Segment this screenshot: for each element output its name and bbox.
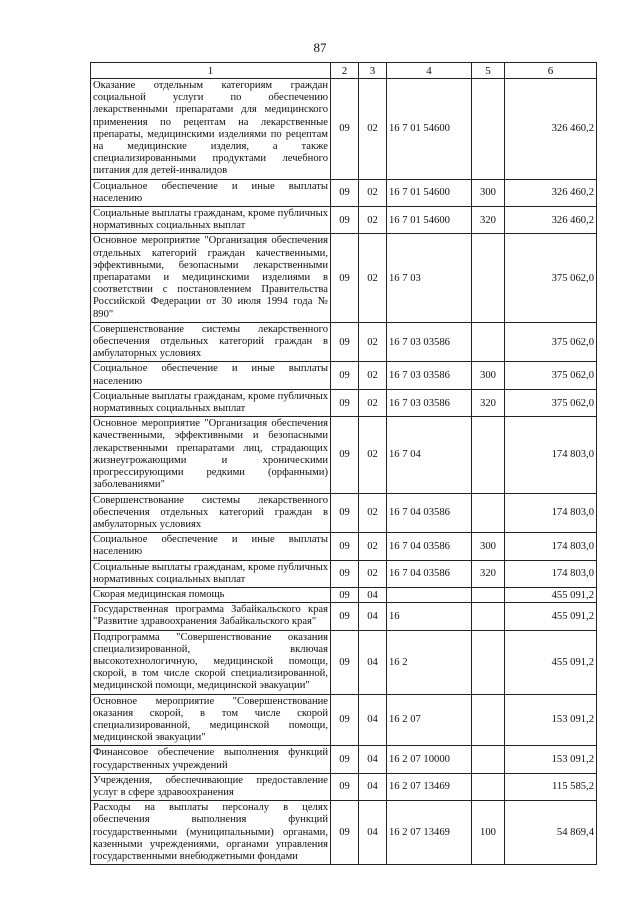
section-code: 09 [331, 389, 359, 416]
subsection-code: 02 [359, 362, 387, 389]
target-article-code: 16 2 07 10000 [387, 746, 472, 773]
row-name: Основное мероприятие "Организация обеспечения качественными, эффективными и безопасными лекарственными препаратами лиц, страдающих жизнеугрожающими и хроническими прогрессирующими редкими (орфанными) заболеваниями" [91, 417, 331, 493]
section-code: 09 [331, 587, 359, 602]
target-article-code: 16 7 04 03586 [387, 493, 472, 533]
subsection-code: 02 [359, 179, 387, 206]
subsection-code: 04 [359, 694, 387, 746]
amount: 455 091,2 [505, 603, 597, 630]
amount: 153 091,2 [505, 694, 597, 746]
table-row [91, 234, 597, 322]
table-row [91, 630, 597, 694]
target-article-code: 16 2 07 13469 [387, 801, 472, 865]
subsection-code: 04 [359, 630, 387, 694]
table-row [91, 560, 597, 587]
subsection-code: 04 [359, 587, 387, 602]
amount: 455 091,2 [505, 630, 597, 694]
table-row [91, 746, 597, 773]
amount: 174 803,0 [505, 560, 597, 587]
page-number: 87 [313, 40, 327, 55]
subsection-code: 02 [359, 389, 387, 416]
table-row [91, 694, 597, 746]
table-row [91, 603, 597, 630]
row-name: Финансовое обеспечение выполнения функций государственных учреждений [91, 746, 331, 773]
subsection-code: 04 [359, 773, 387, 800]
table-row [91, 587, 597, 602]
amount: 326 460,2 [505, 179, 597, 206]
subsection-code: 04 [359, 801, 387, 865]
amount: 174 803,0 [505, 533, 597, 560]
subsection-code: 04 [359, 746, 387, 773]
header-col-6: 6 [505, 63, 597, 79]
target-article-code: 16 7 04 03586 [387, 533, 472, 560]
table-row [91, 493, 597, 533]
expense-type-code: 320 [472, 389, 505, 416]
section-code: 09 [331, 362, 359, 389]
subsection-code: 02 [359, 234, 387, 322]
row-name: Основное мероприятие "Совершенствование оказания скорой, в том числе скорой специализированной, медицинской помощи, медицинской эвакуации" [91, 694, 331, 746]
amount: 54 869,4 [505, 801, 597, 865]
subsection-code: 02 [359, 207, 387, 234]
row-name: Подпрограмма "Совершенствование оказания специализированной, включая высокотехнологичную, медицинской помощи, скорой, в том числе скорой специализированной, медицинской помощи, медицинской эвакуации" [91, 630, 331, 694]
expense-type-code [472, 493, 505, 533]
section-code: 09 [331, 560, 359, 587]
row-name: Социальное обеспечение и иные выплаты населению [91, 179, 331, 206]
subsection-code: 02 [359, 79, 387, 180]
target-article-code: 16 7 01 54600 [387, 179, 472, 206]
subsection-code: 02 [359, 533, 387, 560]
expense-type-code: 320 [472, 207, 505, 234]
expense-type-code: 300 [472, 179, 505, 206]
expense-type-code [472, 322, 505, 362]
target-article-code: 16 7 03 03586 [387, 389, 472, 416]
target-article-code: 16 7 03 [387, 234, 472, 322]
expense-type-code: 300 [472, 362, 505, 389]
expense-type-code [472, 746, 505, 773]
target-article-code [387, 587, 472, 602]
section-code: 09 [331, 603, 359, 630]
expense-type-code [472, 630, 505, 694]
amount: 174 803,0 [505, 417, 597, 493]
table-row [91, 417, 597, 493]
target-article-code: 16 7 03 03586 [387, 362, 472, 389]
section-code: 09 [331, 322, 359, 362]
expense-type-code [472, 603, 505, 630]
row-name: Совершенствование системы лекарственного обеспечения отдельных категорий граждан в амбулаторных условиях [91, 493, 331, 533]
row-name: Скорая медицинская помощь [91, 587, 331, 602]
target-article-code: 16 7 01 54600 [387, 79, 472, 180]
row-name: Социальные выплаты гражданам, кроме публичных нормативных социальных выплат [91, 560, 331, 587]
section-code: 09 [331, 493, 359, 533]
section-code: 09 [331, 234, 359, 322]
target-article-code: 16 2 [387, 630, 472, 694]
section-code: 09 [331, 533, 359, 560]
amount: 375 062,0 [505, 234, 597, 322]
target-article-code: 16 [387, 603, 472, 630]
subsection-code: 04 [359, 603, 387, 630]
expense-type-code [472, 79, 505, 180]
budget-table [90, 62, 597, 865]
amount: 326 460,2 [505, 79, 597, 180]
section-code: 09 [331, 773, 359, 800]
table-row [91, 389, 597, 416]
amount: 455 091,2 [505, 587, 597, 602]
table-row [91, 773, 597, 800]
expense-type-code: 320 [472, 560, 505, 587]
row-name: Совершенствование системы лекарственного обеспечения отдельных категорий граждан в амбулаторных условиях [91, 322, 331, 362]
subsection-code: 02 [359, 417, 387, 493]
expense-type-code [472, 234, 505, 322]
header-col-2: 2 [331, 63, 359, 79]
target-article-code: 16 2 07 13469 [387, 773, 472, 800]
section-code: 09 [331, 79, 359, 180]
amount: 375 062,0 [505, 322, 597, 362]
subsection-code: 02 [359, 322, 387, 362]
row-name: Государственная программа Забайкальского края "Развитие здравоохранения Забайкальского края" [91, 603, 331, 630]
expense-type-code [472, 417, 505, 493]
table-row [91, 362, 597, 389]
amount: 115 585,2 [505, 773, 597, 800]
expense-type-code: 100 [472, 801, 505, 865]
expense-type-code [472, 587, 505, 602]
header-col-1: 1 [91, 63, 331, 79]
header-col-5: 5 [472, 63, 505, 79]
section-code: 09 [331, 417, 359, 493]
amount: 174 803,0 [505, 493, 597, 533]
amount: 153 091,2 [505, 746, 597, 773]
row-name: Основное мероприятие "Организация обеспечения отдельных категорий граждан качественными, эффективными, безопасными лекарственными препаратами и медицинскими изделиями в соответствии с постановлением Правительства Российской Федерации от 30 июля 1994 года № 890" [91, 234, 331, 322]
table-row [91, 207, 597, 234]
row-name: Учреждения, обеспечивающие предоставление услуг в сфере здравоохранения [91, 773, 331, 800]
section-code: 09 [331, 207, 359, 234]
subsection-code: 02 [359, 493, 387, 533]
header-col-3: 3 [359, 63, 387, 79]
target-article-code: 16 7 01 54600 [387, 207, 472, 234]
expense-type-code: 300 [472, 533, 505, 560]
table-row [91, 322, 597, 362]
target-article-code: 16 7 03 03586 [387, 322, 472, 362]
row-name: Социальное обеспечение и иные выплаты населению [91, 533, 331, 560]
expense-type-code [472, 694, 505, 746]
table-row [91, 533, 597, 560]
section-code: 09 [331, 179, 359, 206]
section-code: 09 [331, 801, 359, 865]
row-name: Расходы на выплаты персоналу в целях обеспечения выполнения функций государственными (муниципальными) органами, казенными учреждениями, органами управления государственными внебюджетными фондами [91, 801, 331, 865]
subsection-code: 02 [359, 560, 387, 587]
target-article-code: 16 7 04 03586 [387, 560, 472, 587]
row-name: Оказание отдельным категориям граждан социальной услуги по обеспечению лекарственными препаратами для медицинского применения по рецептам на лекарственные препараты, медицинскими изделиями по рецептам на медицинские изделия, а также специализированными продуктами лечебного питания для детей-инвалидов [91, 79, 331, 180]
expense-type-code [472, 773, 505, 800]
section-code: 09 [331, 746, 359, 773]
table-row [91, 179, 597, 206]
amount: 375 062,0 [505, 362, 597, 389]
target-article-code: 16 7 04 [387, 417, 472, 493]
section-code: 09 [331, 694, 359, 746]
row-name: Социальное обеспечение и иные выплаты населению [91, 362, 331, 389]
amount: 375 062,0 [505, 389, 597, 416]
table-row [91, 801, 597, 865]
target-article-code: 16 2 07 [387, 694, 472, 746]
row-name: Социальные выплаты гражданам, кроме публичных нормативных социальных выплат [91, 389, 331, 416]
row-name: Социальные выплаты гражданам, кроме публичных нормативных социальных выплат [91, 207, 331, 234]
section-code: 09 [331, 630, 359, 694]
table-row [91, 79, 597, 180]
amount: 326 460,2 [505, 207, 597, 234]
header-row [91, 63, 597, 79]
header-col-4: 4 [387, 63, 472, 79]
